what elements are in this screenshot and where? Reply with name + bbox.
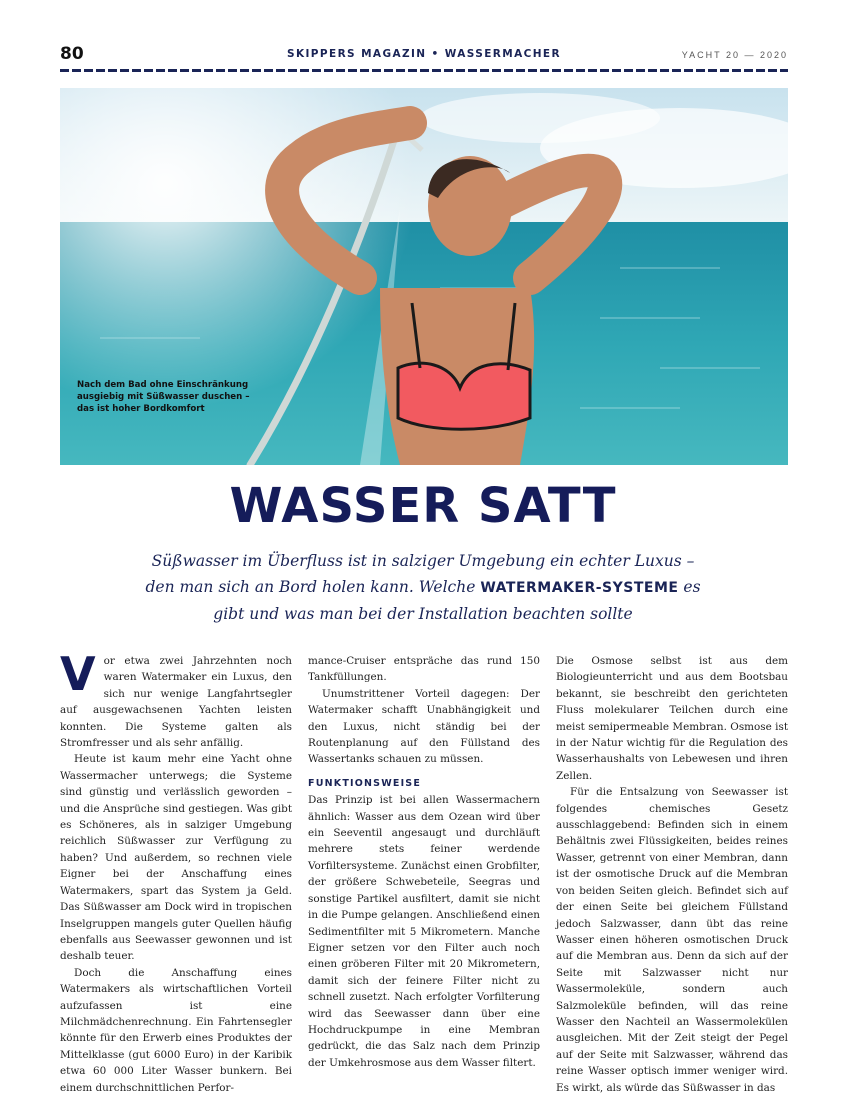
article-headline: WASSER SATT — [229, 478, 617, 534]
body-column-3 — [556, 653, 788, 1096]
section-label: SKIPPERS MAGAZIN • WASSERMACHER — [287, 48, 561, 60]
page-number: 80 — [60, 44, 84, 64]
paragraph-text: or etwa zwei Jahrzehnten noch waren Watermaker ein Luxus, den sich nur wenige Langfahrtsegler auf ausgewachsenen Yachten leisten konnten. Die Systeme galten als Stromfresser und als sehr anfällig. — [60, 655, 292, 750]
article-deck — [140, 548, 706, 627]
deck-keyword: WATERMAKER-SYSTEME — [480, 580, 679, 596]
hero-photo — [60, 88, 788, 465]
photo-caption: Nach dem Bad ohne Einschränkung ausgiebig mit Süßwasser duschen – das ist hoher Bordkomfort — [77, 380, 250, 414]
drop-cap: V — [60, 647, 96, 701]
deck-text-part2: es gibt und was man bei der Installation beachten sollte — [213, 578, 701, 623]
body-paragraph: mance-Cruiser entspräche das rund 150 Tankfüllungen. — [308, 655, 540, 684]
issue-label: YACHT 20 — 2020 — [681, 50, 788, 60]
body-paragraph: Für die Entsalzung von Seewasser ist folgendes chemisches Gesetz ausschlaggebend: Befinden sich in einem Behältnis zwei Flüssigkeiten, beides reines Wasser, getrennt von einer Membran, dann ist der osmotische Druck auf die Membran von beiden Seiten gleich. Befindet sich auf der einen Seite bei gleichem Füllstand jedoch Salzwasser, dann übt das reine Wasser einen höheren osmotischen Druck auf die Membran aus. Denn da sich auf der Seite mit Salzwasser nicht nur Wassermoleküle, sondern auch Salzmoleküle befinden, will das reine Wasser den Nachteil an Wassermolekülen ausgleichen. Mit der Zeit steigt der Pegel auf der Seite mit Salzwasser, während das reine Wasser optisch immer weniger wird. Es wirkt, als würde das Süßwasser in das — [556, 786, 788, 1094]
body-paragraph — [60, 647, 292, 751]
body-column-1 — [60, 647, 292, 1096]
body-paragraph: Das Prinzip ist bei allen Wassermachern ähnlich: Wasser aus dem Ozean wird über ein Seeventil angesaugt und durchläuft mehrere stets feiner werdende Vorfiltersysteme. Zunächst einen Grobfilter, der größere Schwebeteile, Seegras und sonstige Partikel ausfiltert, damit sie nicht in die Pumpe gelangen. Anschließend einen Sedimentfilter mit 5 Mikrometern. Manche Eigner setzen vor den Filter auch noch einen gröberen Filter mit 20 Mikrometern, damit sich der feinere Filter nicht zu schnell zusetzt. Nach erfolgter Vorfilterung wird das Seewasser dann über eine Hochdruckpumpe in eine Membran gedrückt, die das Salz nach dem Prinzip der Umkehrosmose aus dem Wasser filtert. — [308, 794, 540, 1069]
body-column-2 — [308, 653, 540, 1071]
header-dashed-rule — [60, 69, 788, 72]
article-body — [60, 647, 788, 1094]
section-subhead: FUNKTIONSWEISE — [308, 777, 422, 789]
deck-text-part1: Süßwasser im Überfluss ist in salziger Umgebung ein echter Luxus – den man sich an Bord holen kann. Welche — [145, 552, 695, 596]
body-paragraph: Doch die Anschaffung eines Watermakers als wirtschaftlichen Vorteil aufzufassen ist eine Milchmädchenrechnung. Ein Fahrtensegler könnte für den Erwerb eines Produktes der Mittelklasse (gut 6000 Euro) in der Karibik etwa 60 000 Liter Wasser bunkern. Bei einem durchschnittlichen Perfor- — [60, 966, 292, 1094]
body-paragraph: Die Osmose selbst ist aus dem Biologieunterricht und aus dem Bootsbau bekannt, sie beschreibt den gerichteten Fluss molekularer Teilchen durch eine meist semipermeable Membran. Osmose ist in der Natur wichtig für die Regulation des Wasserhaushalts von Lebewesen und ihren Zellen. — [556, 655, 788, 782]
body-paragraph: Heute ist kaum mehr eine Yacht ohne Wassermacher unterwegs; die Systeme sind günstig und verlässlich geworden – und die Ansprüche sind gestiegen. Was gibt es Schöneres, als in salziger Umgebung reichlich Süßwasser zur Verfügung zu haben? Und außerdem, so rechnen viele Eigner bei der Anschaffung eines Watermakers, spart das System ja Geld. Das Süßwasser am Dock wird in tropischen Inselgruppen mangels guter Quellen häufig ebenfalls aus Seewasser gewonnen und ist deshalb teuer. — [60, 753, 292, 963]
body-paragraph: Unumstrittener Vorteil dagegen: Der Watermaker schafft Unabhängigkeit und den Luxus, nicht ständig bei der Routenplanung auf den Füllstand des Wassertanks schauen zu müssen. — [308, 687, 540, 766]
